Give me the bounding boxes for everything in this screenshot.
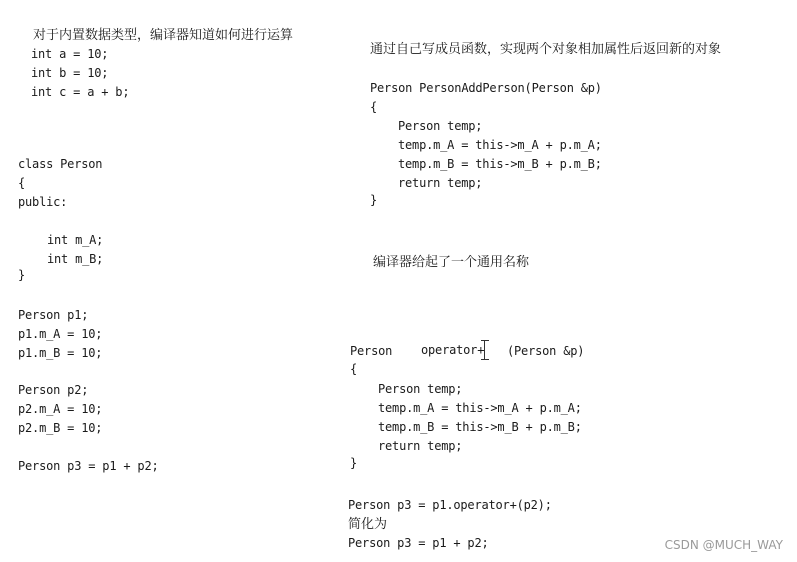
code-line-explicit-call: Person p3 = p1.operator+(p2); <box>348 498 552 512</box>
operator-params: (Person &p) <box>507 344 585 358</box>
code-line-func-close: } <box>370 193 378 207</box>
code-line-p3-sum: Person p3 = p1 + p2; <box>18 459 159 473</box>
code-line-p1-a: p1.m_A = 10; <box>18 327 103 341</box>
text-cursor-icon <box>484 340 492 360</box>
code-line-op-add-b: temp.m_B = this->m_B + p.m_B; <box>378 420 582 434</box>
code-line-class-decl: class Person <box>18 157 103 171</box>
code-line-func-open: { <box>370 100 378 114</box>
code-line-func-return: return temp; <box>398 176 483 190</box>
code-line-op-close: } <box>350 456 358 470</box>
code-line-op-return: return temp; <box>378 439 463 453</box>
code-line-func-add-b: temp.m_B = this->m_B + p.m_B; <box>398 157 602 171</box>
member-function-heading: 通过自己写成员函数，实现两个对象相加属性后返回新的对象 <box>370 42 722 57</box>
simplify-label: 简化为 <box>348 517 388 532</box>
code-line-int-b: int b = 10; <box>31 66 109 80</box>
code-line-int-c: int c = a + b; <box>31 85 130 99</box>
code-line-simplified-call: Person p3 = p1 + p2; <box>348 536 489 550</box>
generic-name-heading: 编译器给起了一个通用名称 <box>373 255 530 270</box>
code-line-int-a: int a = 10; <box>31 47 109 61</box>
code-line-op-temp: Person temp; <box>378 382 463 396</box>
csdn-watermark: CSDN @MUCH_WAY <box>664 538 783 552</box>
code-line-class-close: } <box>18 268 26 282</box>
code-line-p2-a: p2.m_A = 10; <box>18 402 103 416</box>
code-line-member-a: int m_A; <box>47 233 104 247</box>
code-line-p1-b: p1.m_B = 10; <box>18 346 103 360</box>
operator-return-type: Person <box>350 344 393 358</box>
code-line-func-temp: Person temp; <box>398 119 483 133</box>
operator-name: operator+ <box>421 343 485 357</box>
code-line-func-add-a: temp.m_A = this->m_A + p.m_A; <box>398 138 602 152</box>
code-line-p2-b: p2.m_B = 10; <box>18 421 103 435</box>
code-line-member-b: int m_B; <box>47 252 104 266</box>
builtin-types-heading: 对于内置数据类型，编译器知道如何进行运算 <box>33 28 294 43</box>
code-line-p1-decl: Person p1; <box>18 308 89 322</box>
code-line-class-open: { <box>18 176 26 190</box>
code-line-public: public: <box>18 195 68 209</box>
code-line-func-signature: Person PersonAddPerson(Person &p) <box>370 81 602 95</box>
code-line-p2-decl: Person p2; <box>18 383 89 397</box>
code-line-op-open: { <box>350 362 358 376</box>
code-line-op-add-a: temp.m_A = this->m_A + p.m_A; <box>378 401 582 415</box>
